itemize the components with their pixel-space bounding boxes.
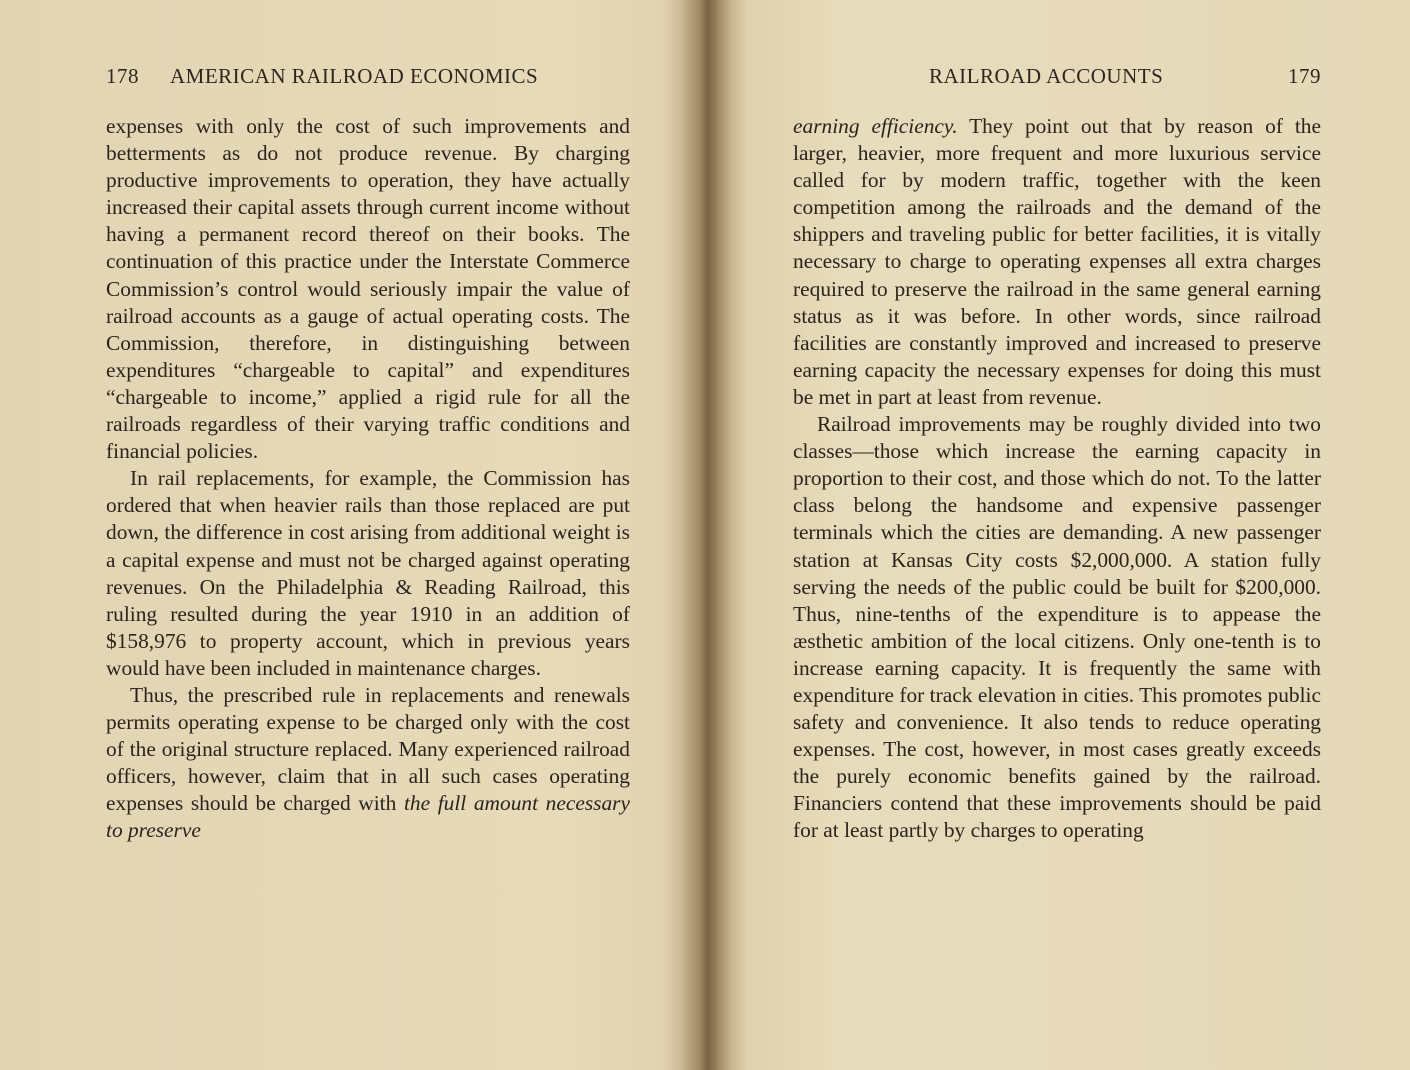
right-paragraph-1 (793, 113, 1321, 411)
left-page-header (106, 64, 630, 94)
left-paragraph-2: In rail replacements, for example, the Commission has ordered that when heavier rails than those replaced are put down, the difference in cost arising from additional weight is a capital expense and must not be charged against operating revenues. On the Philadelphia & Reading Railroad, this ruling resulted during the year 1910 in an addition of $158,976 to property account, which in previous years would have been included in maintenance charges. (106, 466, 630, 680)
left-page-body (106, 113, 630, 845)
left-paragraph-1: expenses with only the cost of such improvements and betterments as do not produce revenue. By charging productive improvements to operation, they have actually increased their capital assets through current income without having a permanent record thereof on their books. The continuation of this practice under the Interstate Commerce Commission’s control would seriously impair the value of railroad accounts as a gauge of actual operating costs. The Commission, therefore, in distinguishing between expenditures “chargeable to capital” and expenditures “chargeable to income,” applied a rigid rule for all the railroads regardless of their varying traffic conditions and financial policies. (106, 114, 630, 464)
left-paragraph-3 (106, 682, 630, 845)
left-page-number: 178 (106, 64, 139, 88)
left-running-head: AMERICAN RAILROAD ECONOMICS (170, 64, 539, 88)
right-paragraph-1-italic: earning efficiency. (793, 114, 958, 138)
right-paragraph-1-text: They point out that by reason of the larger, heavier, more frequent and more luxurious service called for by modern traffic, together with the keen competition among the railroads and the demand of the shippers and traveling public for better facilities, it is vitally necessary to charge to operating expenses all extra charges required to preserve the railroad in the same general earning status as it was before. In other words, since railroad facilities are constantly improved and increased to preserve earning capacity the necessary expenses for doing this must be met in part at least from revenue. (793, 114, 1321, 409)
right-page-body (793, 113, 1321, 845)
right-running-head: RAILROAD ACCOUNTS (929, 64, 1164, 88)
left-paragraph-3-text: Thus, the prescribed rule in replacements and renewals permits operating expense to be charged only with the cost of the original structure replaced. Many experienced railroad officers, however, claim that in all such cases operating expenses should be charged with (106, 682, 630, 816)
right-paragraph-2: Railroad improvements may be roughly divided into two classes—those which increase the earning capacity in proportion to their cost, and those which do not. To the latter class belong the handsome and expensive passenger terminals which the cities are demanding. A new passenger station at Kansas City costs $2,000,000. A station fully serving the needs of the public could be built for $200,000. Thus, nine-tenths of the expenditure is to appease the æsthetic ambition of the local citizens. Only one-tenth is to increase earning capacity. It is frequently the same with expenditure for track elevation in cities. This promotes public safety and convenience. It also tends to reduce operating expenses. The cost, however, in most cases greatly exceeds the purely economic benefits gained by the railroad. Financiers contend that these improvements should be paid for at least partly by charges to operating (793, 412, 1321, 843)
right-page-number: 179 (1288, 64, 1321, 88)
right-page (705, 0, 1410, 1070)
right-page-header (793, 64, 1321, 94)
left-paragraph-3-italic: the full amount necessary to preserve (106, 791, 630, 843)
